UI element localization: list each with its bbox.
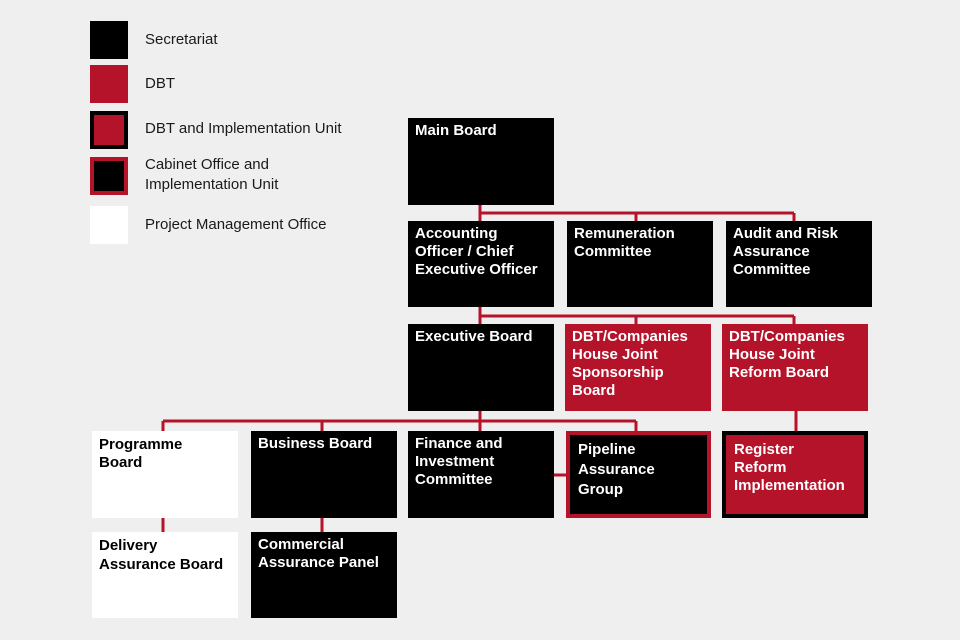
- reform-board-node: DBT/Companies House Joint Reform Board: [722, 324, 868, 411]
- executive-board-node: Executive Board: [408, 324, 554, 411]
- accounting-officer-node: Accounting Officer / Chief Executive Officer: [408, 221, 554, 307]
- legend-swatch-cabinet-office-implementation-unit: [90, 157, 128, 195]
- legend-swatch-secretariat: [90, 21, 128, 59]
- legend-swatch-dbt-implementation-unit: [90, 111, 128, 149]
- legend-label-cabinet-office-implementation-unit: Cabinet Office and Implementation Unit: [145, 156, 279, 193]
- business-board-node: Business Board: [251, 431, 397, 518]
- finance-investment-committee-node: Finance and Investment Committee: [408, 431, 554, 518]
- main-board-node: Main Board: [408, 118, 554, 205]
- audit-risk-committee-node: Audit and Risk Assurance Committee: [726, 221, 872, 307]
- commercial-assurance-panel-node: Commercial Assurance Panel: [251, 532, 397, 618]
- legend-label-project-management-office: Project Management Office: [145, 216, 327, 233]
- pipeline-assurance-group-node: Pipeline Assurance Group: [566, 431, 711, 518]
- sponsorship-board-node: DBT/Companies House Joint Sponsorship Board: [565, 324, 711, 411]
- legend-label-dbt-implementation-unit: DBT and Implementation Unit: [145, 120, 342, 137]
- programme-board-node: Programme Board: [92, 431, 238, 518]
- legend-swatch-project-management-office: [90, 206, 128, 244]
- register-reform-implementation-node: Register Reform Implementation: [722, 431, 868, 518]
- delivery-assurance-board-node: Delivery Assurance Board: [92, 532, 238, 618]
- legend-label-secretariat: Secretariat: [145, 31, 218, 48]
- legend-swatch-dbt: [90, 65, 128, 103]
- legend-label-dbt: DBT: [145, 75, 175, 92]
- remuneration-committee-node: Remuneration Committee: [567, 221, 713, 307]
